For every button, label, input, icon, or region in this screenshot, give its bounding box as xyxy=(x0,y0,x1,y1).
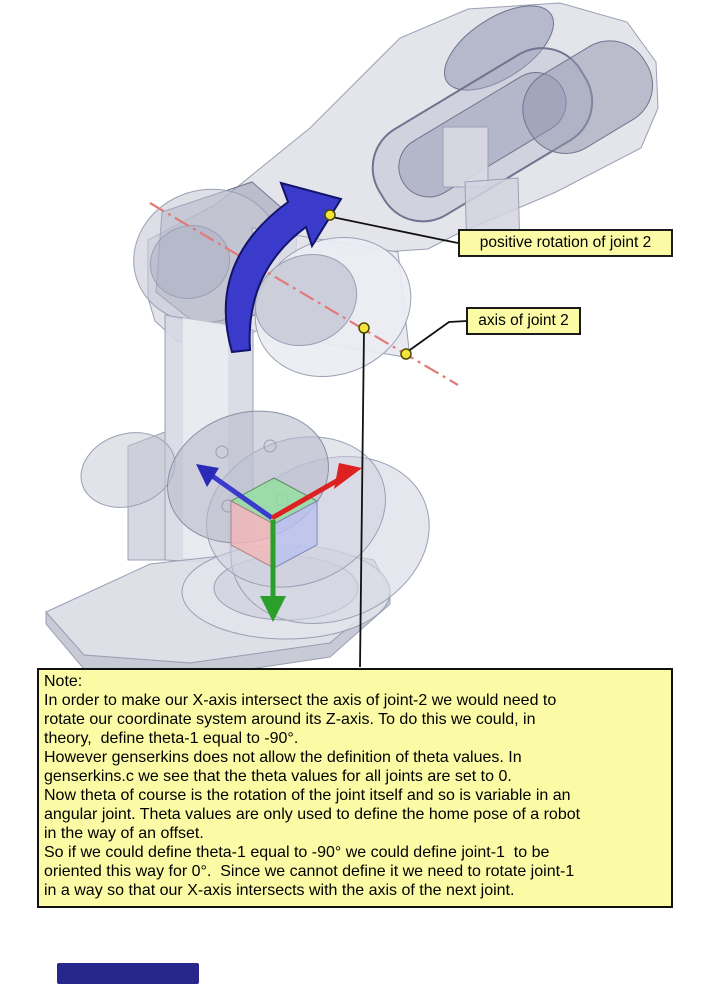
note-line: in a way so that our X-axis intersects with the axis of the next joint. xyxy=(44,882,515,899)
note-line: Now theta of course is the rotation of the joint itself and so is variable in an xyxy=(44,787,571,804)
note-line: genserkins.c we see that the theta values for all joints are set to 0. xyxy=(44,768,512,785)
bottom-blue-bar xyxy=(57,963,199,984)
arm-small-box-upper xyxy=(443,127,488,187)
note-line: So if we could define theta-1 equal to -90° we could define joint-1 to be xyxy=(44,844,550,861)
marker-dot-rotation xyxy=(325,210,335,220)
note-line: rotate our coordinate system around its Z-axis. To do this we could, in xyxy=(44,711,536,728)
note-line: However genserkins does not allow the definition of theta values. In xyxy=(44,749,522,766)
callout-positive-rotation-joint2: positive rotation of joint 2 xyxy=(458,229,673,257)
leader-line-axis xyxy=(407,321,467,352)
marker-dot-axis-far xyxy=(401,349,411,359)
note-line: in the way of an offset. xyxy=(44,825,204,842)
note-line: oriented this way for 0°. Since we cannot define it we need to rotate joint-1 xyxy=(44,863,575,880)
callout-axis-of-joint2: axis of joint 2 xyxy=(466,307,581,335)
note-box xyxy=(37,668,673,908)
marker-dot-axis-near xyxy=(359,323,369,333)
note-line: angular joint. Theta values are only used to define the home pose of a robot xyxy=(44,806,581,823)
note-line: theory, define theta-1 equal to -90°. xyxy=(44,730,299,747)
note-title: Note: xyxy=(44,673,83,690)
note-line: In order to make our X-axis intersect the axis of joint-2 we would need to xyxy=(44,692,557,709)
